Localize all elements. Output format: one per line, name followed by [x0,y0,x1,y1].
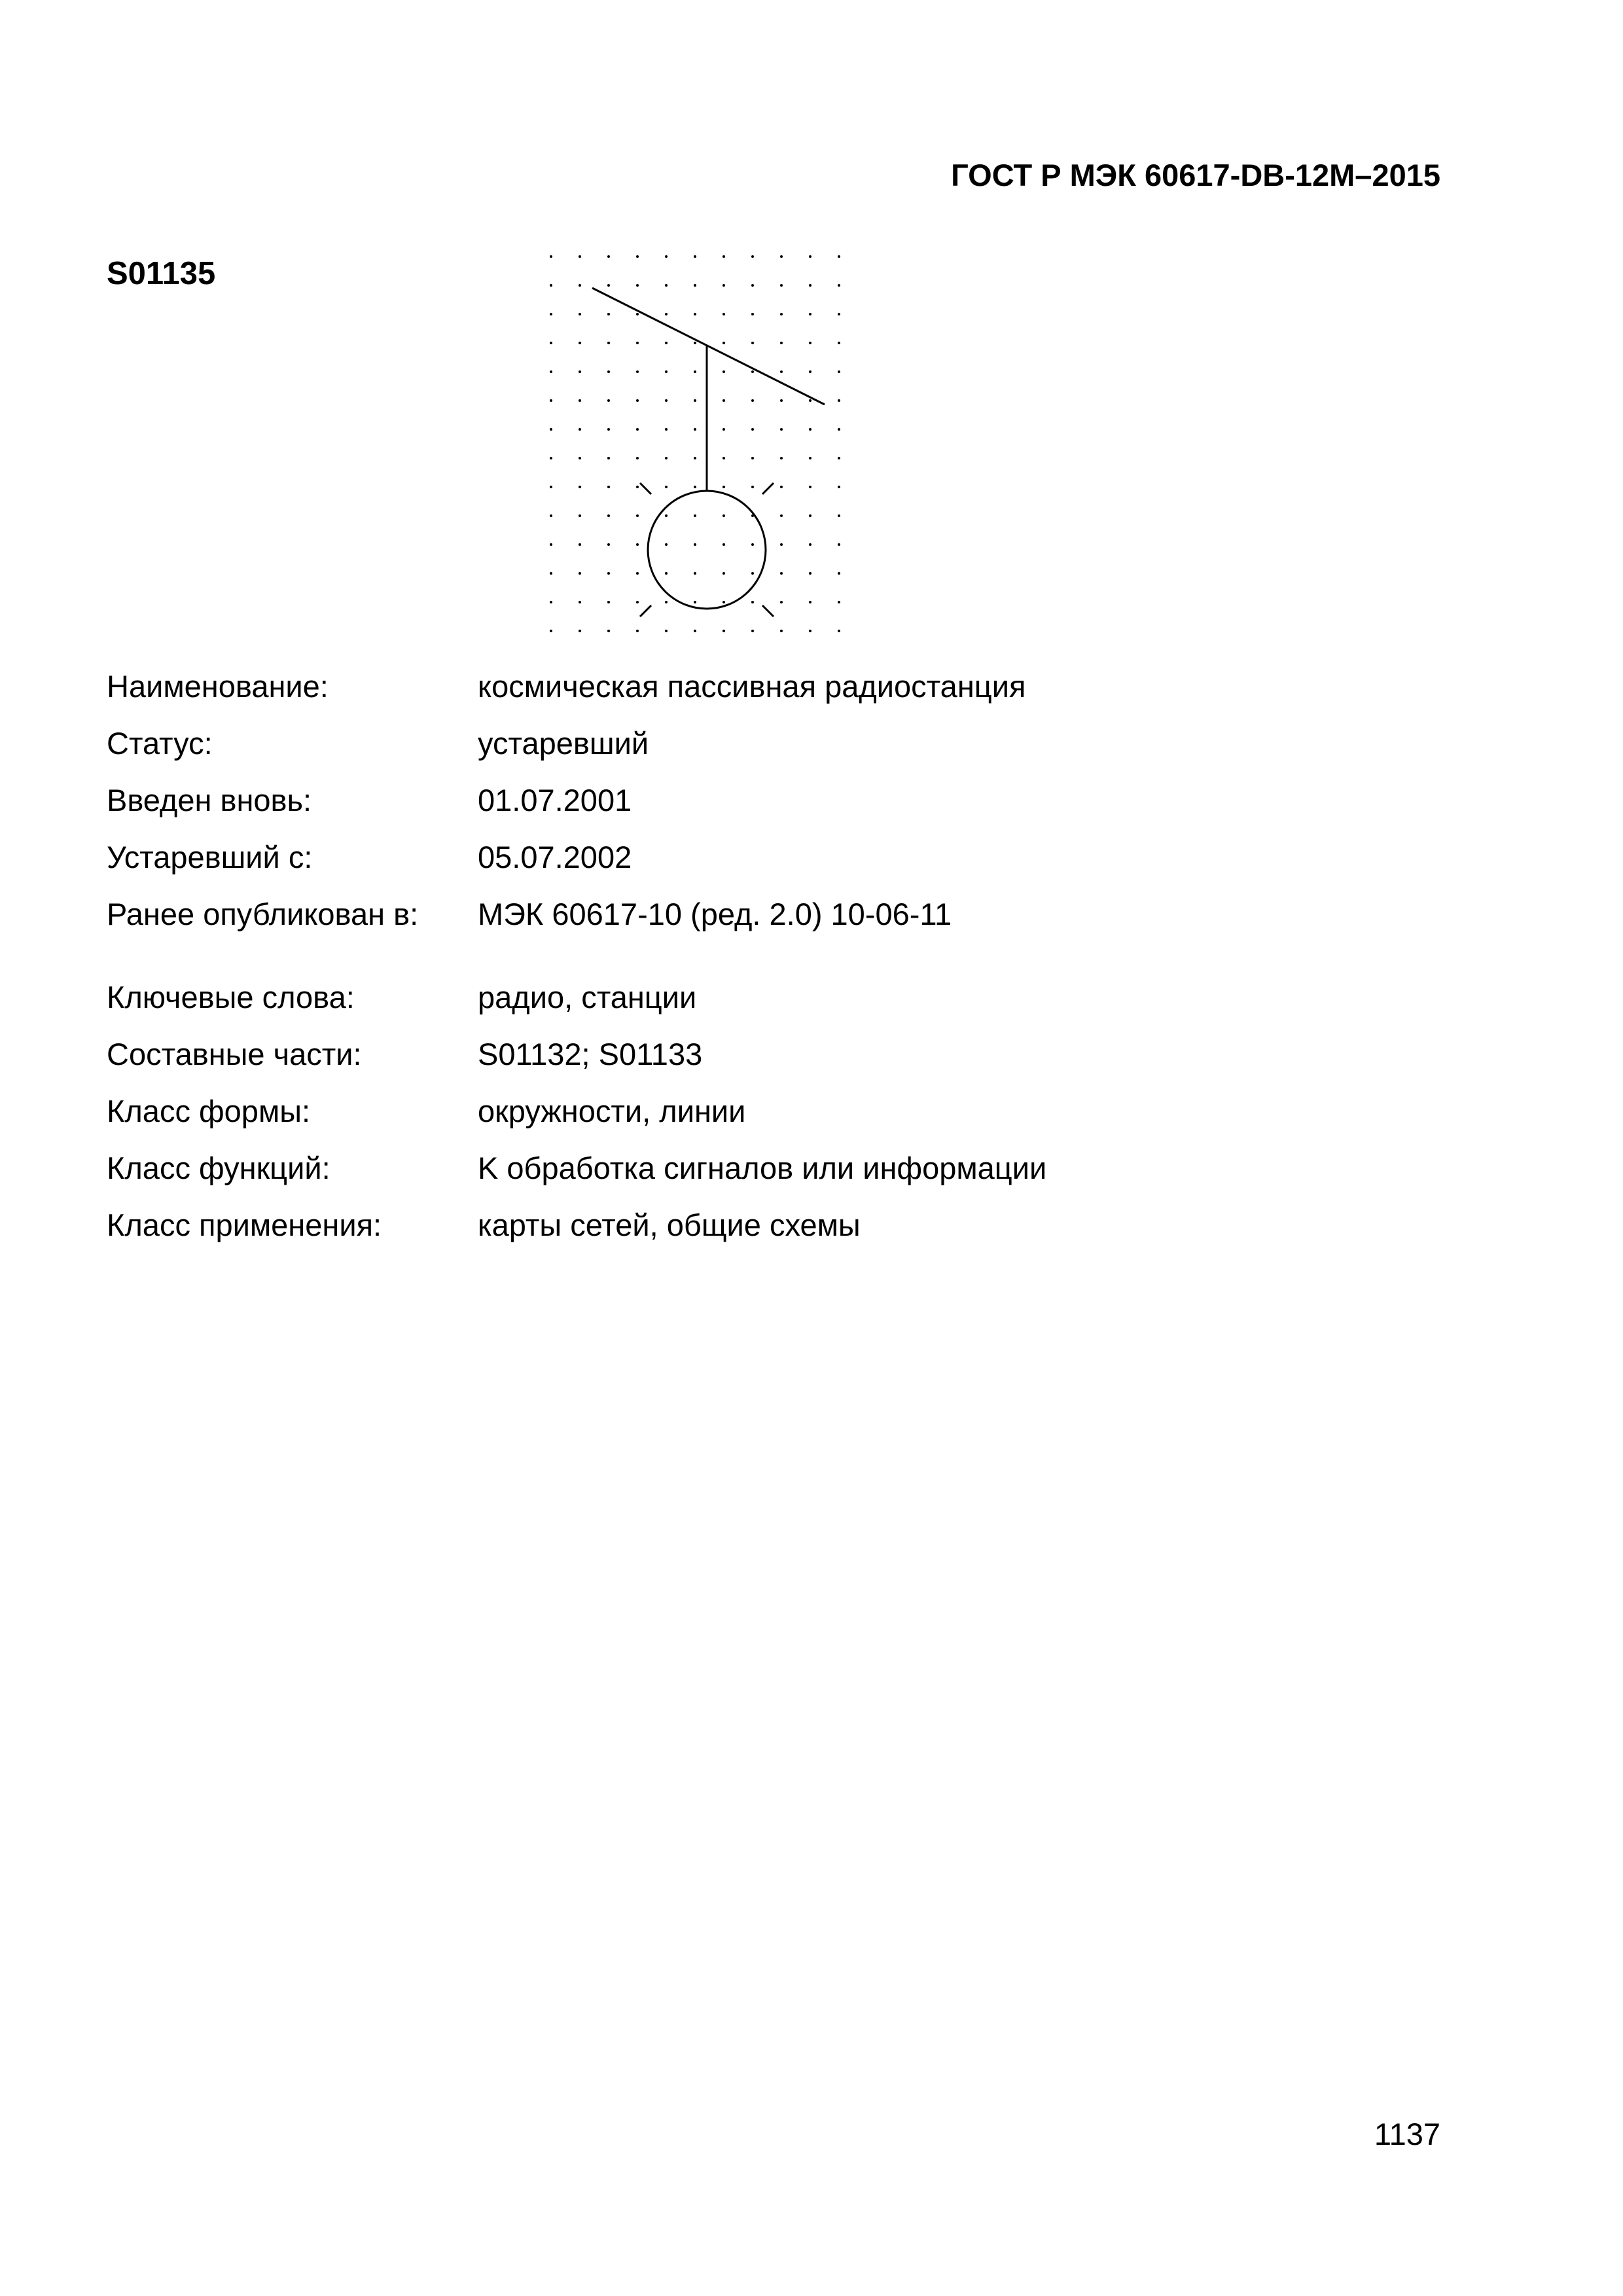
grid-dot [636,284,639,287]
grid-dot [780,543,783,546]
grid-dot [751,255,754,258]
property-label: Введен вновь: [107,783,312,817]
grid-dot [780,370,783,373]
grid-dot [636,572,639,575]
property-label: Статус: [107,726,213,761]
property-value: карты сетей, общие схемы [478,1208,861,1242]
grid-dot [751,399,754,402]
grid-dot [809,601,812,603]
grid-dot [550,370,552,373]
standard-designation: ГОСТ Р МЭК 60617-DB-12М–2015 [951,158,1440,192]
station-circle [648,491,766,609]
grid-dot [751,572,754,575]
property-value: S01132; S01133 [478,1037,703,1071]
property-row-name [107,658,1416,715]
grid-dot [838,457,840,459]
grid-dot [550,514,552,517]
property-row-status [107,715,1416,772]
grid-dot [607,601,610,603]
property-label: Наименование: [107,669,329,704]
grid-dot [550,486,552,488]
grid-dot [780,486,783,488]
grid-dot [665,486,668,488]
grid-dot [550,457,552,459]
grid-dot [550,313,552,315]
grid-dot [694,313,696,315]
grid-dot [694,630,696,632]
grid-dot [751,370,754,373]
property-label: Класс формы: [107,1094,311,1128]
grid-dot [809,284,812,287]
grid-dot [694,543,696,546]
property-row-shape-class [107,1083,1416,1139]
grid-dot [809,399,812,402]
grid-dot [780,514,783,517]
grid-dot [579,601,581,603]
grid-dot [579,399,581,402]
grid-dot [665,255,668,258]
grid-dot [665,370,668,373]
grid-dot [751,486,754,488]
grid-dot [838,601,840,603]
grid-dot [550,284,552,287]
grid-dot [838,255,840,258]
radiation-tick-bottom-left [640,605,651,617]
grid-dot [722,370,725,373]
grid-dot [579,428,581,431]
radiation-tick-top-left [640,483,651,494]
grid-dot [809,572,812,575]
property-row-keywords [107,969,1416,1026]
grid-dot [809,457,812,459]
grid-dot [694,284,696,287]
grid-dot [838,514,840,517]
grid-dot [694,370,696,373]
grid-dot [809,486,812,488]
grid-dot [694,457,696,459]
grid-dot [751,601,754,603]
grid-dot [694,572,696,575]
property-label: Класс функций: [107,1151,330,1185]
grid-dot [607,342,610,344]
grid-dot [694,255,696,258]
grid-dot [722,514,725,517]
grid-dot [694,514,696,517]
symbol-figure [543,249,883,655]
grid-dot [607,514,610,517]
grid-dot [665,428,668,431]
grid-dot [607,399,610,402]
grid-dot [722,457,725,459]
grid-dot [636,514,639,517]
grid-dot [838,572,840,575]
grid-dot [780,284,783,287]
grid-dot [780,601,783,603]
grid-dot [579,543,581,546]
grid-dot [722,572,725,575]
grid-dot [579,457,581,459]
grid-dot [722,543,725,546]
property-label: Ранее опубликован в: [107,897,419,931]
grid-dot [722,342,725,344]
grid-dot [838,313,840,315]
grid-dot [838,428,840,431]
property-label: Ключевые слова: [107,980,355,1014]
grid-dot [607,486,610,488]
property-value: МЭК 60617-10 (ред. 2.0) 10-06-11 [478,897,952,931]
grid-dot [694,399,696,402]
grid-dot [809,255,812,258]
grid-dot [579,630,581,632]
grid-dot [607,255,610,258]
grid-dot [607,572,610,575]
grid-dot [636,630,639,632]
grid-dot [579,486,581,488]
radiation-tick-bottom-right [762,605,774,617]
antenna-symbol [592,288,825,617]
grid-dot [809,630,812,632]
grid-dot [550,399,552,402]
grid-dot [751,428,754,431]
property-label: Устаревший с: [107,840,313,874]
grid-dot [722,284,725,287]
grid-dot [780,255,783,258]
grid-dot [838,543,840,546]
grid-dot [607,543,610,546]
grid-dot [665,630,668,632]
grid-dot [722,313,725,315]
grid-dots [550,255,840,632]
property-value: устаревший [478,726,649,761]
grid-dot [780,457,783,459]
grid-dot [809,514,812,517]
property-value: радио, станции [478,980,697,1014]
grid-dot [550,255,552,258]
grid-dot [607,457,610,459]
grid-dot [636,486,639,488]
grid-dot [579,255,581,258]
property-value: 05.07.2002 [478,840,632,874]
grid-dot [838,284,840,287]
grid-dot [809,543,812,546]
grid-dot [665,572,668,575]
grid-dot [550,601,552,603]
grid-dot [809,313,812,315]
grid-dot [665,399,668,402]
grid-dot [838,630,840,632]
grid-dot [636,399,639,402]
grid-dot [694,428,696,431]
grid-dot [838,342,840,344]
grid-dot [809,370,812,373]
property-row-obsolete-since [107,829,1416,886]
property-row-components [107,1026,1416,1083]
grid-dot [665,284,668,287]
property-label: Класс применения: [107,1208,382,1242]
grid-dot [751,342,754,344]
grid-dot [722,255,725,258]
grid-dot [751,630,754,632]
property-value: космическая пассивная радиостанция [478,669,1026,704]
grid-dot [550,543,552,546]
grid-dot [579,342,581,344]
grid-dot [780,630,783,632]
grid-dot [550,342,552,344]
property-value: 01.07.2001 [478,783,632,817]
grid-dot [607,313,610,315]
grid-dot [579,284,581,287]
property-row-application-class [107,1196,1416,1253]
grid-dot [636,313,639,315]
grid-dot [550,572,552,575]
grid-dot [636,342,639,344]
grid-dot [636,428,639,431]
property-row-function-class [107,1139,1416,1196]
grid-dot [665,543,668,546]
grid-dot [579,370,581,373]
grid-dot [780,428,783,431]
grid-dot [780,399,783,402]
property-value: K обработка сигналов или информации [478,1151,1047,1185]
grid-dot [607,284,610,287]
grid-dot [694,486,696,488]
grid-dot [636,457,639,459]
grid-dot [809,342,812,344]
property-label: Составные части: [107,1037,362,1071]
grid-dot [579,572,581,575]
grid-dot [636,601,639,603]
grid-dot [607,630,610,632]
grid-dot [694,342,696,344]
grid-dot [607,370,610,373]
grid-dot [665,313,668,315]
grid-dot [751,313,754,315]
property-row-introduced [107,772,1416,829]
grid-dot [579,313,581,315]
grid-dot [636,543,639,546]
properties-table [107,658,1416,1253]
grid-dot [607,428,610,431]
grid-dot [838,486,840,488]
grid-dot [809,428,812,431]
grid-dot [722,601,725,603]
grid-dot [838,399,840,402]
grid-dot [636,255,639,258]
grid-dot [751,457,754,459]
grid-dot [722,630,725,632]
antenna-reflector-line [592,288,825,404]
grid-dot [665,342,668,344]
grid-dot [665,457,668,459]
grid-dot [780,572,783,575]
grid-dot [579,514,581,517]
property-row-published-in [107,886,1416,942]
grid-dot [751,284,754,287]
page-number: 1137 [1374,2117,1440,2151]
grid-dot [550,630,552,632]
grid-dot [694,601,696,603]
grid-dot [665,601,668,603]
grid-dot [751,543,754,546]
property-value: окружности, линии [478,1094,746,1128]
grid-dot [665,514,668,517]
grid-dot [722,486,725,488]
grid-dot [722,428,725,431]
grid-dot [636,370,639,373]
symbol-code: S01135 [107,256,216,291]
grid-dot [780,313,783,315]
grid-dot [780,342,783,344]
grid-dot [838,370,840,373]
grid-dot [550,428,552,431]
radiation-tick-top-right [762,483,774,494]
grid-dot [722,399,725,402]
